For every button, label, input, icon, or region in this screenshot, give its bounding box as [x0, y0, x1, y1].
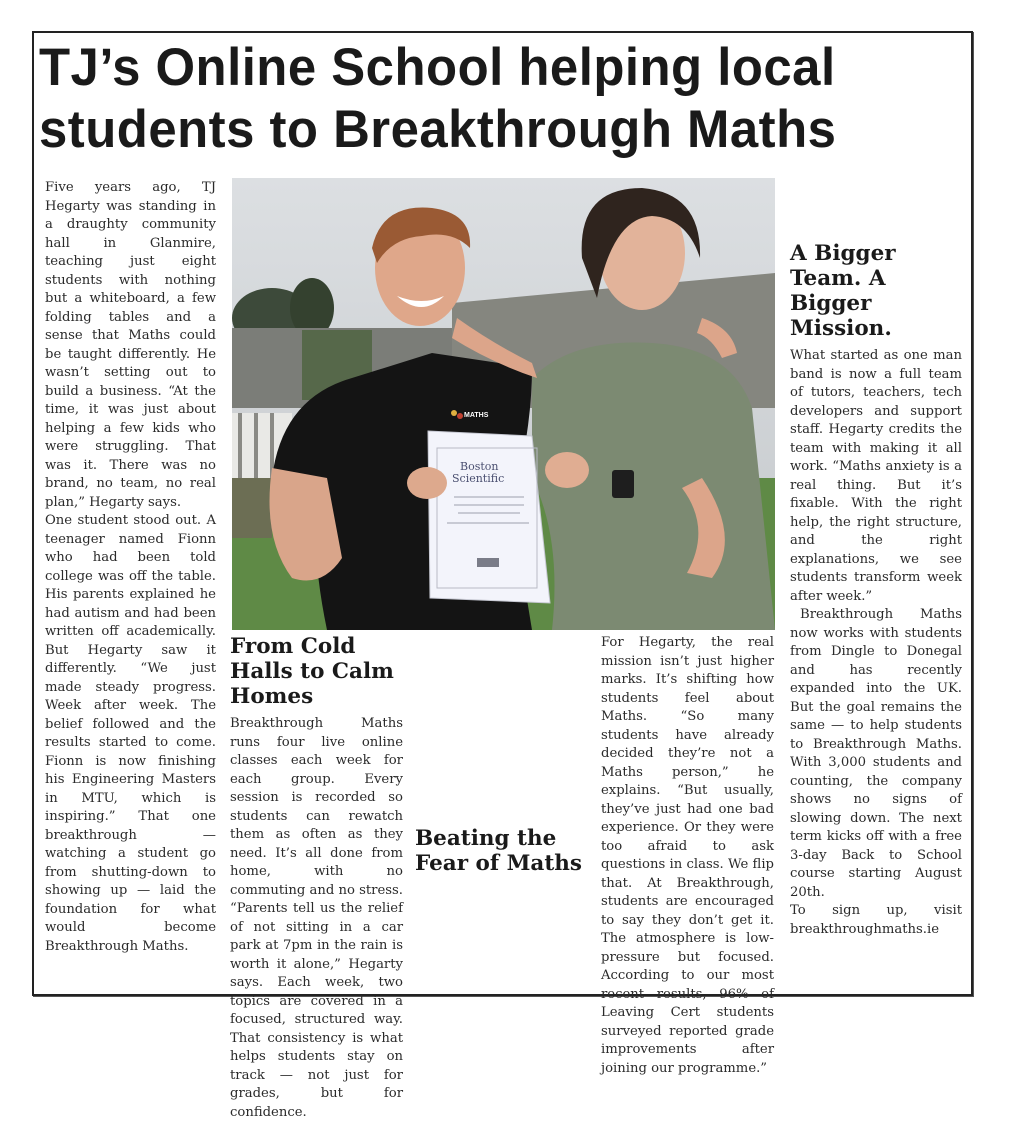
certificate — [428, 431, 550, 603]
paragraph: What started as one man band is now a full team of tutors, teachers, tech developers and support staff. Hegarty credits the team with making it all work. “Maths anxiety is a real thing. But it’s fixable. With the right help, the right structure, and the right explanations, we see students transform week after week.” — [790, 348, 962, 604]
column-5 — [790, 179, 962, 939]
shrub — [232, 478, 272, 538]
column-4 — [601, 634, 774, 1078]
subheading-bigger-team: A Bigger Team. A Bigger Mission. — [790, 241, 896, 341]
hand — [407, 467, 447, 499]
article-photo — [232, 178, 775, 630]
paragraph: Five years ago, TJ Hegarty was standing in a draughty community hall in Glanmire, teaching just eight students with nothing but a whiteboard, a few folding tables and a sense that Maths could be taught differently. He wasn’t setting out to build a business. “At the time, it was just about helping a few kids who were struggling. That was it. There was no brand, no team, no real plan,” Hegarty says. — [45, 180, 216, 510]
signup-line: To sign up, visit breakthroughmaths.ie — [790, 903, 962, 937]
hand — [545, 452, 589, 488]
column-2 — [230, 634, 403, 1122]
headline-line-1: TJ’s Online School helping local — [39, 38, 836, 97]
subheading-beating-fear: Beating the Fear of Maths — [415, 826, 582, 876]
svg-text:Scientific: Scientific — [452, 472, 505, 485]
wristwatch — [612, 470, 634, 498]
article-frame — [32, 31, 973, 1120]
paragraph: One student stood out. A teenager named Fionn who had been told college was off the table. His parents explained he had autism and had been written off academically. But Hegarty saw it differently. “We just made steady progress. Week after week. The belief followed and the results started to come. Fionn is now finishing his Engineering Masters in MTU, which is inspiring.” That one breakthrough — watching a student go from shutting-down to showing up — laid the foundation for what would become Breakthrough Maths. — [45, 513, 216, 954]
photo-illustration — [232, 178, 775, 630]
column-1 — [45, 179, 216, 956]
headline — [39, 37, 932, 161]
headline-line-2: students to Breakthrough Maths — [39, 100, 837, 159]
subheading-cold-halls: From Cold Halls to Calm Homes — [230, 634, 394, 709]
column-3 — [415, 634, 588, 882]
shirt-logo — [450, 406, 494, 420]
svg-text:Boston: Boston — [460, 460, 499, 473]
svg-text:MATHS: MATHS — [464, 412, 489, 419]
paragraph: For Hegarty, the real mission isn’t just higher marks. It’s shifting how students feel about Maths. “So many students have already decided they’re not a Maths person,” he explains. “But usually, they’ve just had one bad experience. Or they were too afraid to ask questions in class. We flip that. At Breakthrough, students are encouraged to say they don’t get it. The atmosphere is low-pressure but focused. According to our most recent results, 96% of Leaving Cert students surveyed reported grade improvements after joining our programme.” — [601, 635, 774, 1076]
paragraph: Breakthrough Maths runs four live online classes each week for each group. Every session is recorded so students can rewatch them as often as they need. It’s all done from home, with no commuting and no stress. “Parents tell us the relief of not sitting in a car park at 7pm in the rain is worth it alone,” Hegarty says. Each week, two topics are covered in a focused, structured way. That consistency is what helps students stay on track — not just for grades, but for confidence. — [230, 716, 403, 1120]
paragraph: Breakthrough Maths now works with students from Dingle to Donegal and has recently expanded into the UK. But the goal remains the same — to help students to Breakthrough Maths. With 3,000 students and counting, the company shows no signs of slowing down. The next term kicks off with a free 3-day Back to School course starting August 20th. — [790, 607, 962, 900]
